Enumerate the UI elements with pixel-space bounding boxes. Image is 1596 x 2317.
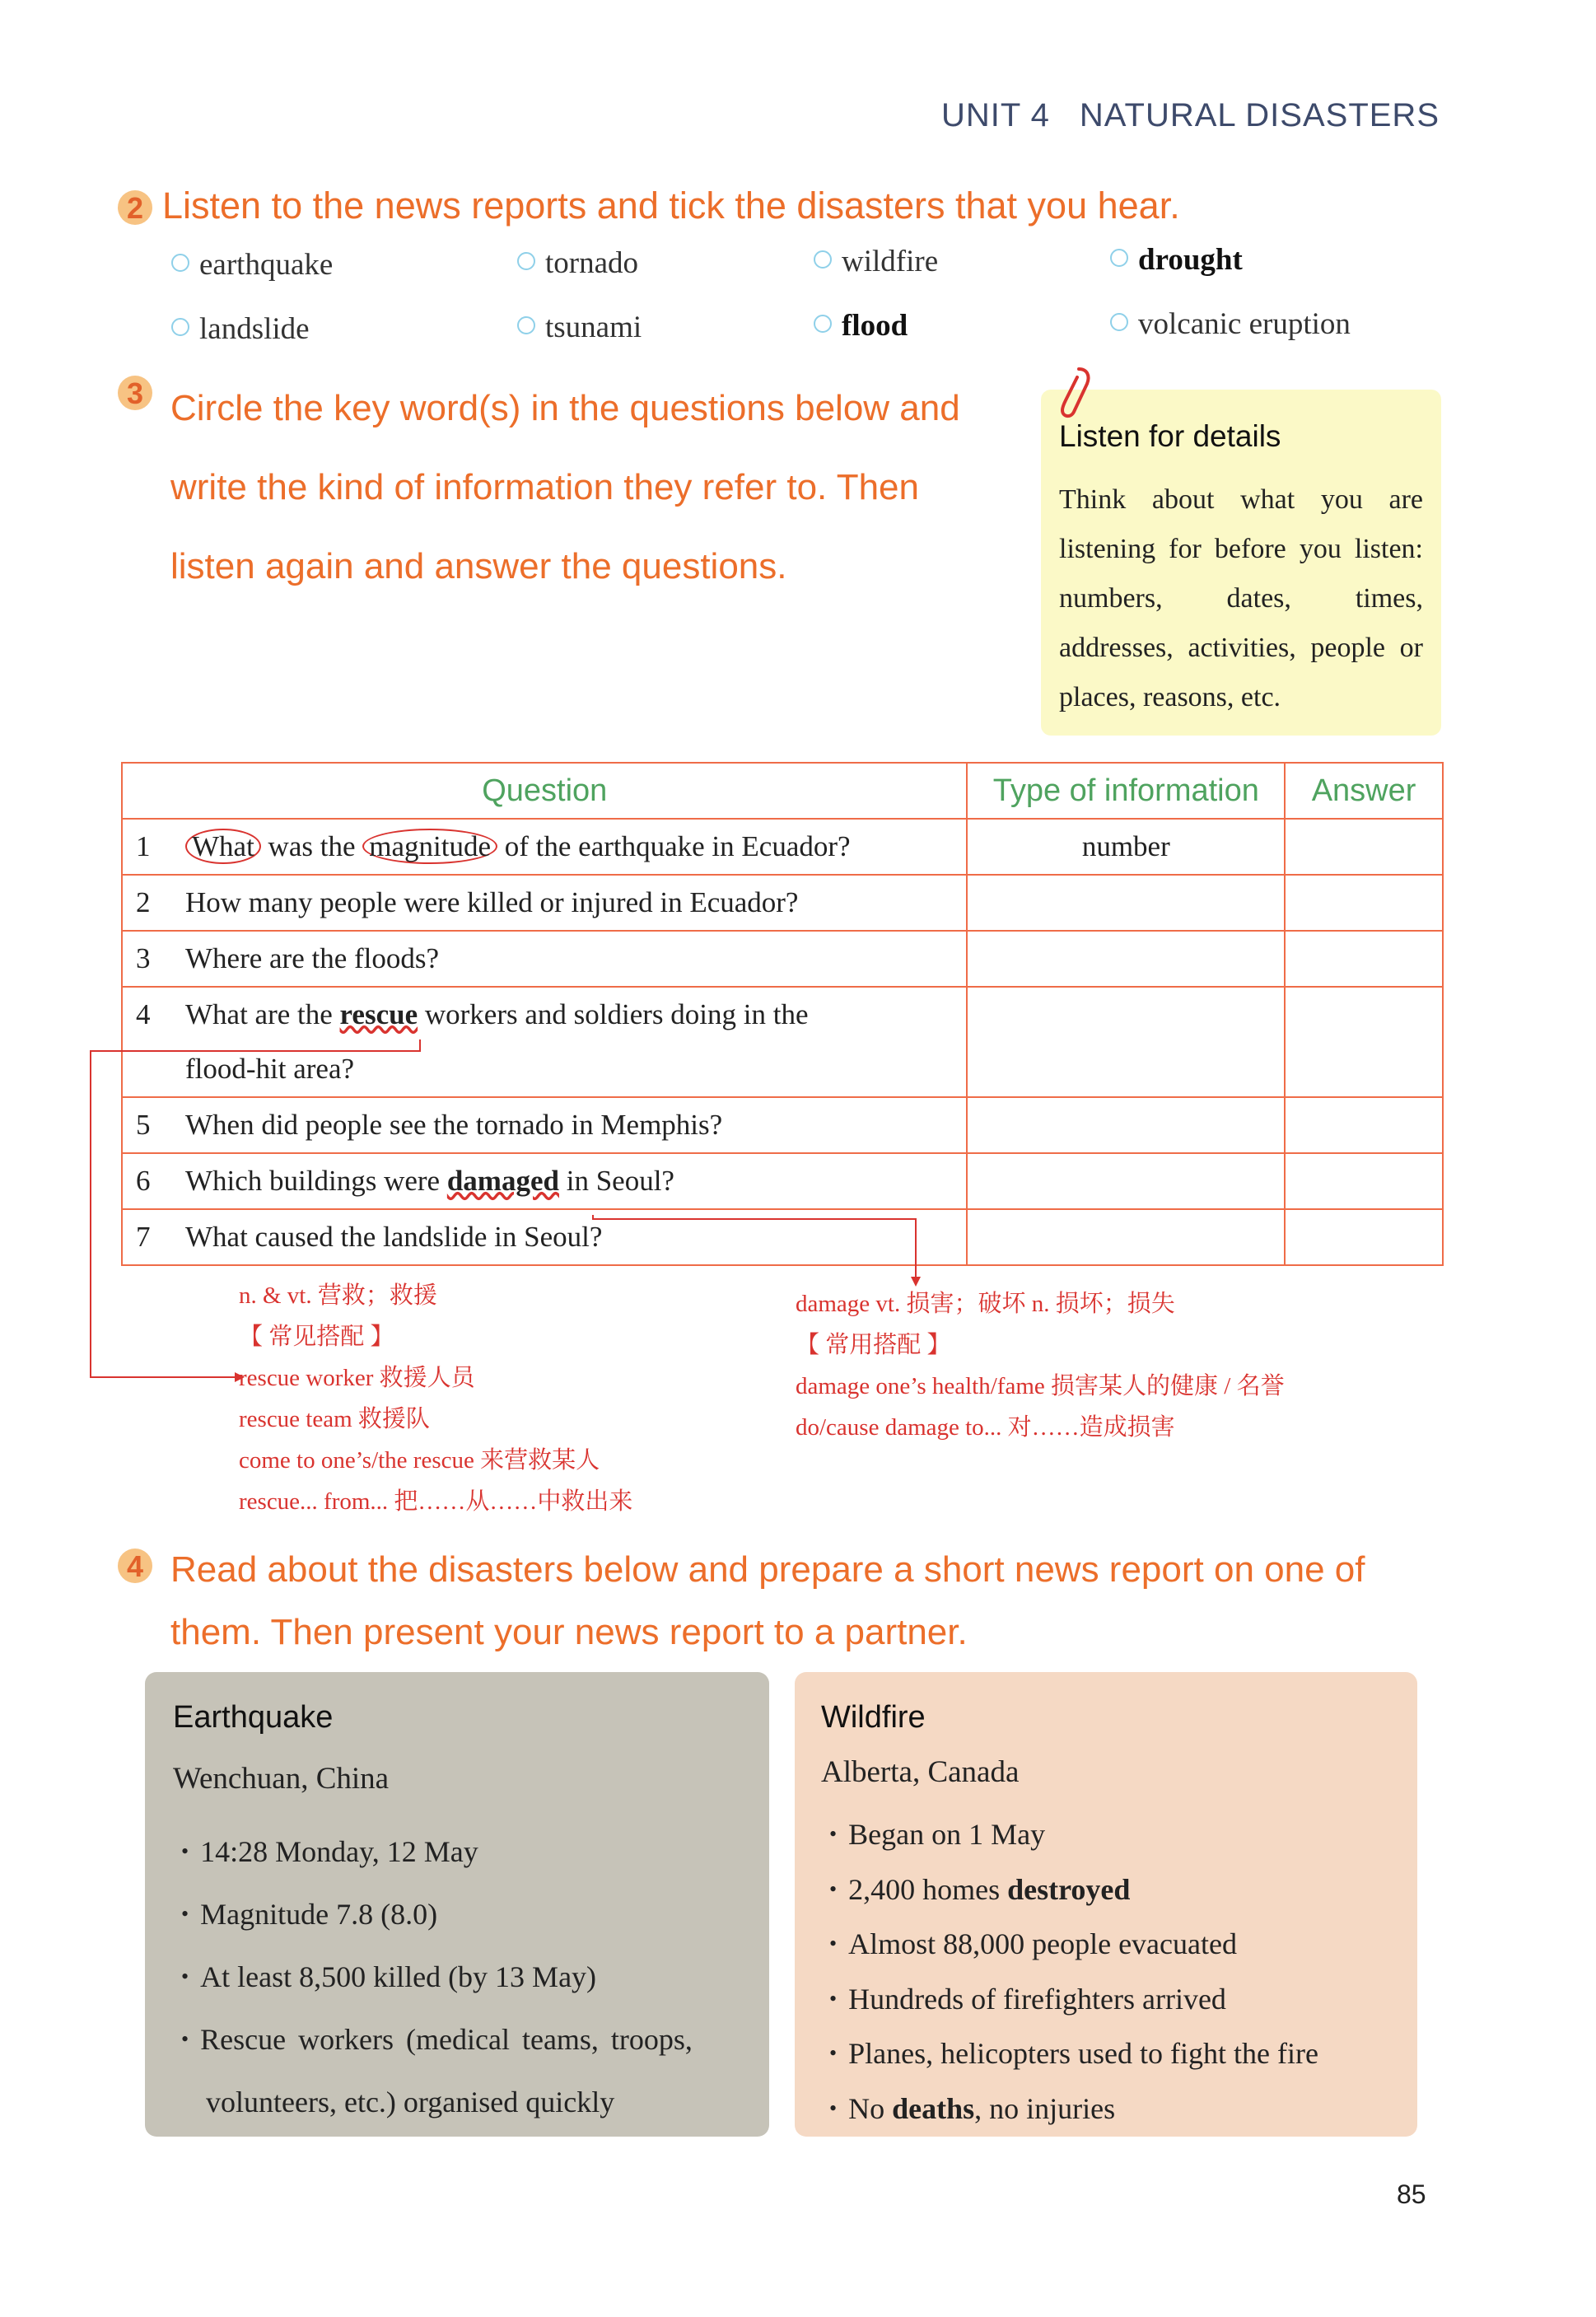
circled-keyword: magnitude xyxy=(362,829,497,864)
tip-title: Listen for details xyxy=(1059,419,1281,453)
header-answer: Answer xyxy=(1285,763,1443,819)
card-title: Earthquake xyxy=(173,1700,334,1735)
card-title: Wildfire xyxy=(821,1700,926,1735)
bullet-item: • Almost 88,000 people evacuated xyxy=(829,1917,1318,1972)
bullet-continuation: volunteers, etc.) organised quickly xyxy=(206,2086,615,2118)
option-wildfire[interactable]: wildfire xyxy=(814,244,938,279)
bullet-item: • 2,400 homes destroyed xyxy=(829,1862,1318,1918)
unit-label: UNIT 4 xyxy=(940,97,1050,133)
question-cell: 7 What caused the landslide in Seoul? xyxy=(122,1209,967,1265)
card-place: Wenchuan, China xyxy=(173,1762,390,1796)
note-rescue: n. & vt. 营救；救援 【 常见搭配 】 rescue worker 救援人员 rescue team 救援队 come to one’s/the rescue 来营救某人 rescue... from... 把……从……中救出来 xyxy=(239,1282,633,1515)
option-landslide[interactable]: landslide xyxy=(171,311,310,347)
unit-title: NATURAL DISASTERS xyxy=(1079,97,1440,133)
option-tsunami[interactable]: tsunami xyxy=(517,310,642,345)
task4-text: Read about the disasters below and prepare a short news report on one of them. Then present your news report to a partner. xyxy=(170,1549,1365,1652)
bullet-item: • Planes, helicopters used to fight the fire xyxy=(829,2026,1318,2081)
type-cell[interactable]: number xyxy=(967,819,1285,875)
bullet-item: • Magnitude 7.8 (8.0) xyxy=(181,1883,693,1946)
task2-text: Listen to the news reports and tick the disasters that you hear. xyxy=(162,185,1180,227)
card-wildfire xyxy=(795,1672,1417,2137)
task2-number: 2 xyxy=(118,190,152,225)
question-cell: 2 How many people were killed or injured in Ecuador? xyxy=(122,875,967,931)
task3-text: Circle the key word(s) in the questions below and write the kind of information they refer to. Then listen again and answer the questions. xyxy=(170,388,960,586)
keyword-rescue: rescue xyxy=(339,998,418,1030)
bullet-item: • Rescue workers (medical teams, troops, xyxy=(181,2008,693,2071)
bullet-item: • No deaths, no injuries xyxy=(829,2081,1318,2137)
question-cell: 3 Where are the floods? xyxy=(122,931,967,987)
task4-number: 4 xyxy=(118,1549,152,1583)
option-flood[interactable]: flood xyxy=(814,308,908,343)
option-volcanic-eruption[interactable]: volcanic eruption xyxy=(1110,306,1351,342)
card-place: Alberta, Canada xyxy=(821,1755,1020,1789)
question-cell: 5 When did people see the tornado in Memphis? xyxy=(122,1097,967,1153)
circled-keyword: What xyxy=(185,829,261,864)
option-drought[interactable]: drought xyxy=(1110,242,1243,278)
header-question: Question xyxy=(122,763,967,819)
task4-heading xyxy=(118,1549,152,1583)
question-cell: 4 What are the rescue workers and soldiers doing in the flood-hit area? xyxy=(122,987,967,1097)
bullet-item: • Hundreds of firefighters arrived xyxy=(829,1972,1318,2027)
option-tornado[interactable]: tornado xyxy=(517,245,638,281)
bullet-item: • At least 8,500 killed (by 13 May) xyxy=(181,1946,693,2008)
tip-body: Think about what you are listening for before you listen: numbers, dates, times, addresses, activities, people or places, reasons, etc. xyxy=(1059,484,1423,712)
question-cell: 1 What was the magnitude of the earthquake in Ecuador? xyxy=(122,819,967,875)
task3-number: 3 xyxy=(118,376,152,410)
page-number: 85 xyxy=(1397,2179,1426,2209)
option-earthquake[interactable]: earthquake xyxy=(171,247,333,283)
bullet-item: • 14:28 Monday, 12 May xyxy=(181,1820,693,1883)
bullet-item: • Began on 1 May xyxy=(829,1807,1318,1862)
keyword-damaged: damaged xyxy=(446,1165,559,1197)
card-earthquake xyxy=(145,1672,769,2137)
note-damage: damage vt. 损害；破坏 n. 损坏；损失 【 常用搭配 】 damage one’s health/fame 损害某人的健康 / 名誉 do/cause damage to... 对……造成损害 xyxy=(796,1291,1285,1441)
card-bullets xyxy=(181,1820,693,2133)
header-type: Type of information xyxy=(967,763,1285,819)
question-cell: 6 Which buildings were damaged in Seoul? xyxy=(122,1153,967,1209)
card-bullets xyxy=(829,1807,1318,2136)
